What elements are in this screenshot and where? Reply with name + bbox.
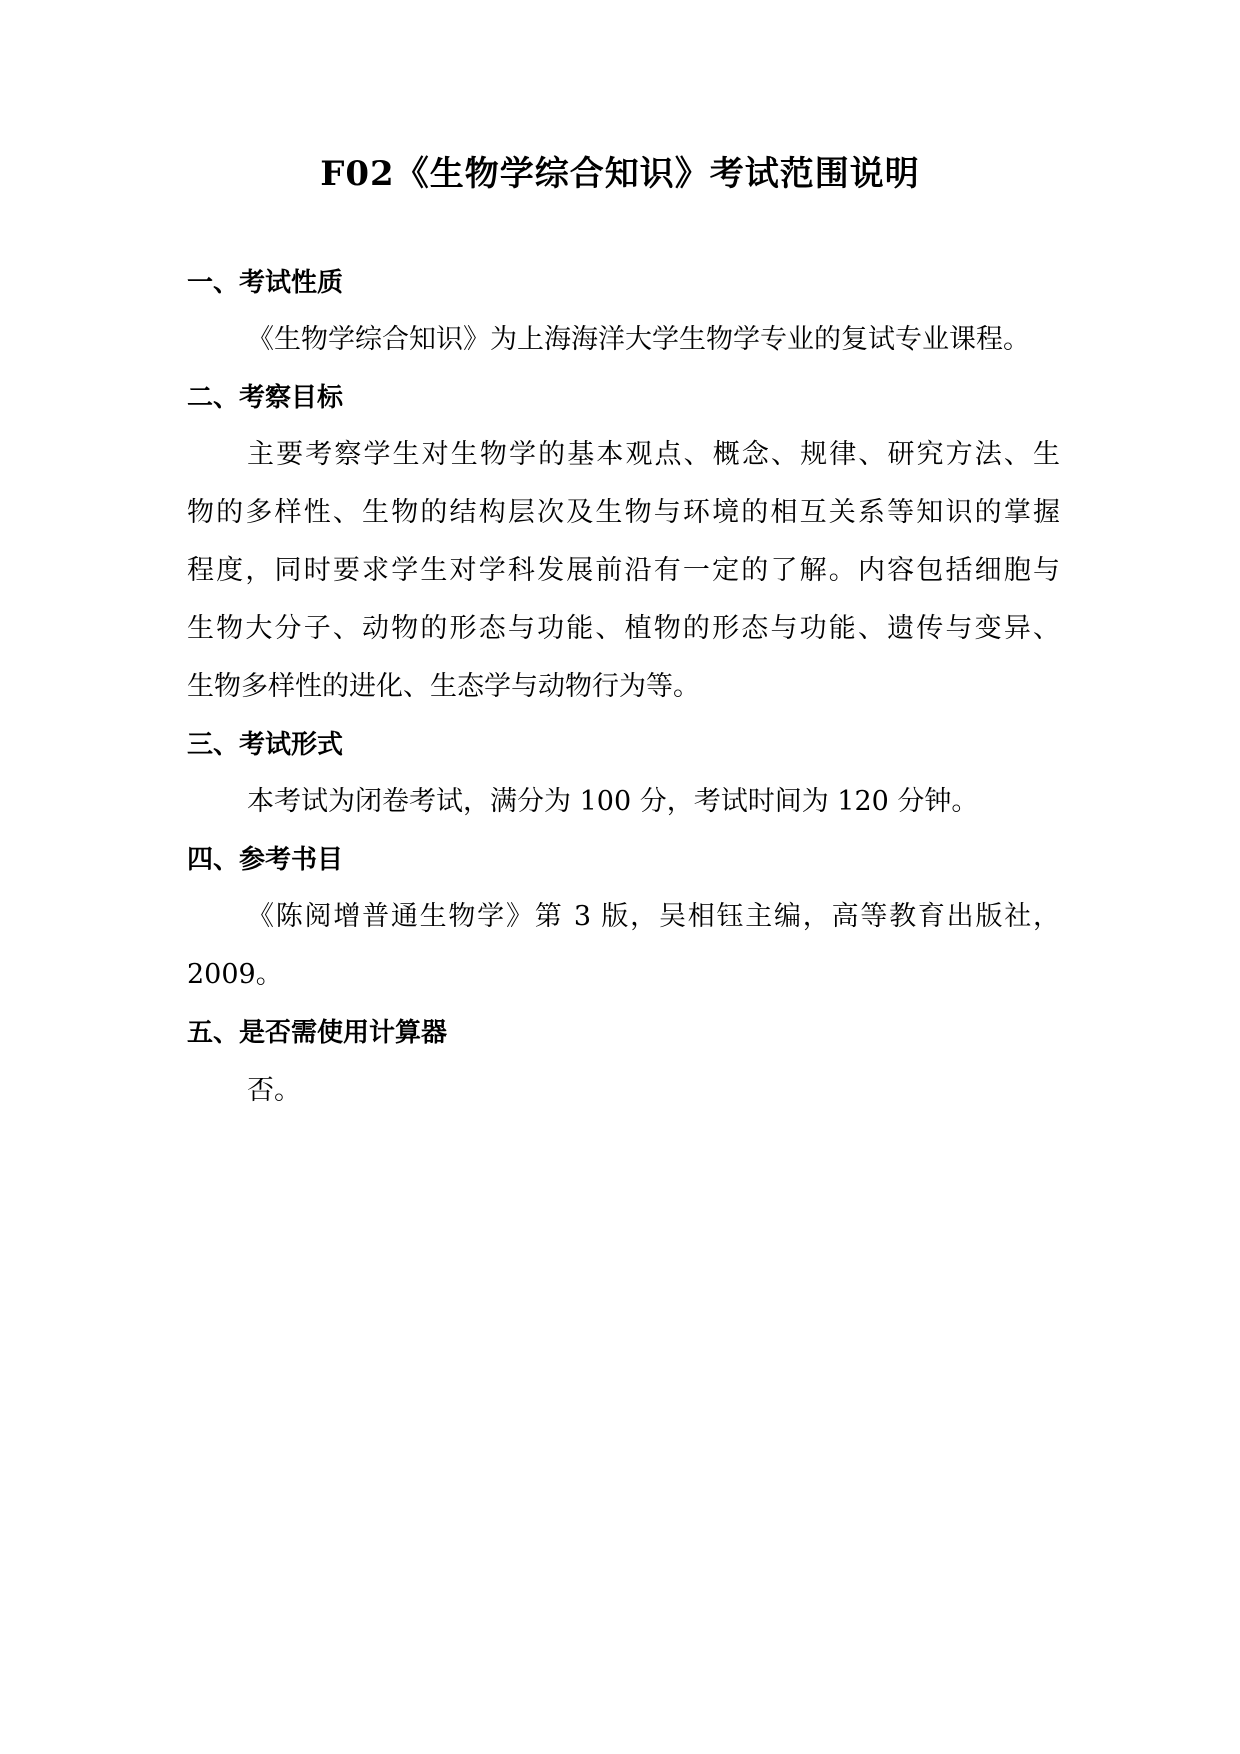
section-heading: 二、考察目标 (187, 383, 344, 413)
paragraph-line: 生物大分子、动物的形态与功能、植物的形态与功能、遗传与变异、 (187, 613, 1060, 644)
section-heading: 三、考试形式 (187, 730, 344, 760)
section-heading: 一、考试性质 (187, 268, 344, 298)
paragraph-line: 物的多样性、生物的结构层次及生物与环境的相互关系等知识的掌握 (187, 497, 1060, 528)
document-title: F02《生物学综合知识》考试范围说明 (320, 154, 920, 194)
paragraph-line: 《生物学综合知识》为上海海洋大学生物学专业的复试专业课程。 (247, 324, 1030, 355)
paragraph-line: 本考试为闭卷考试，满分为 100 分，考试时间为 120 分钟。 (247, 786, 979, 817)
paragraph-line: 主要考察学生对生物学的基本观点、概念、规律、研究方法、生 (247, 439, 1060, 470)
section-heading: 四、参考书目 (187, 845, 344, 875)
paragraph-line: 否。 (247, 1075, 301, 1106)
paragraph-line: 2009。 (187, 959, 283, 990)
section-heading: 五、是否需使用计算器 (187, 1018, 448, 1048)
paragraph-line: 《陈阅增普通生物学》第 3 版，吴相钰主编，高等教育出版社， (247, 901, 1060, 932)
paragraph-line: 生物多样性的进化、生态学与动物行为等。 (187, 671, 700, 702)
paragraph-line: 程度，同时要求学生对学科发展前沿有一定的了解。内容包括细胞与 (187, 555, 1060, 586)
